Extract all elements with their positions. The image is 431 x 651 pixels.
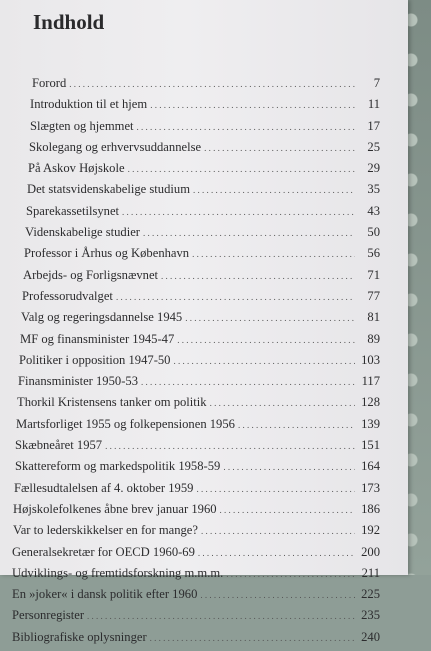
toc-entry bbox=[12, 523, 380, 544]
dot-leader bbox=[223, 459, 355, 474]
dot-leader bbox=[185, 310, 355, 325]
dot-leader bbox=[177, 332, 355, 347]
toc-entry-title: Arbejds- og Forligsnævnet bbox=[23, 267, 159, 282]
toc-entry-title: Generalsekretær for OECD 1960-69 bbox=[12, 544, 195, 559]
dot-leader bbox=[193, 182, 355, 197]
toc-entry-title: Politiker i opposition 1947-50 bbox=[19, 352, 171, 367]
toc-entry-title: Professorudvalget bbox=[22, 288, 113, 303]
toc-entry-page: 25 bbox=[367, 139, 380, 154]
toc-entry bbox=[12, 395, 380, 416]
dot-leader bbox=[196, 481, 355, 496]
table-of-contents bbox=[12, 76, 380, 651]
toc-entry-page: 240 bbox=[361, 629, 380, 644]
toc-entry-title: Professor i Århus og København bbox=[24, 246, 190, 261]
dot-leader bbox=[204, 140, 355, 155]
toc-entry-page: 225 bbox=[361, 587, 380, 602]
toc-entry-title: Højskolefolkenes åbne brev januar 1960 bbox=[13, 501, 217, 516]
dot-leader bbox=[173, 353, 355, 368]
toc-entry-title: Slægten og hjemmet bbox=[30, 118, 134, 133]
dot-leader bbox=[220, 502, 355, 517]
toc-entry bbox=[12, 630, 380, 651]
dot-leader bbox=[128, 161, 355, 176]
toc-entry-page: 17 bbox=[367, 118, 380, 133]
toc-entry bbox=[12, 353, 380, 374]
toc-entry-page: 7 bbox=[373, 76, 380, 90]
toc-entry-title: Skæbneåret 1957 bbox=[15, 438, 103, 453]
toc-entry bbox=[12, 608, 380, 629]
toc-entry-title: Personregister bbox=[12, 608, 85, 623]
toc-entry-page: 151 bbox=[361, 438, 380, 453]
toc-entry bbox=[12, 587, 380, 608]
toc-entry-title: Skolegang og erhvervsuddannelse bbox=[29, 139, 202, 154]
toc-entry-page: 29 bbox=[367, 161, 380, 176]
toc-entry bbox=[12, 310, 380, 331]
toc-entry-page: 235 bbox=[361, 608, 380, 623]
toc-entry bbox=[12, 246, 380, 267]
toc-entry-title: Thorkil Kristensens tanker om politik bbox=[17, 395, 207, 410]
toc-entry-page: 56 bbox=[367, 246, 380, 261]
dot-leader bbox=[200, 587, 355, 602]
toc-entry-title: Var to lederskikkelser en for mange? bbox=[13, 523, 198, 538]
toc-entry bbox=[12, 374, 380, 395]
toc-entry-title: Finansminister 1950-53 bbox=[18, 374, 138, 389]
toc-entry bbox=[12, 119, 380, 140]
dot-leader bbox=[116, 289, 355, 304]
toc-entry-title: Introduktion til et hjem bbox=[30, 97, 148, 112]
toc-entry-page: 89 bbox=[367, 331, 380, 346]
toc-entry-page: 164 bbox=[361, 459, 380, 474]
toc-entry-page: 128 bbox=[361, 395, 380, 410]
toc-entry-page: 186 bbox=[361, 501, 380, 516]
dot-leader bbox=[226, 566, 355, 581]
dot-leader bbox=[87, 608, 355, 623]
toc-entry-page: 139 bbox=[361, 416, 380, 431]
dot-leader bbox=[201, 523, 355, 538]
toc-entry-title: Videnskabelige studier bbox=[25, 225, 141, 240]
toc-entry-page: 77 bbox=[367, 288, 380, 303]
toc-entry-title: På Askov Højskole bbox=[28, 161, 125, 176]
dot-leader bbox=[137, 119, 355, 134]
toc-entry-page: 43 bbox=[367, 203, 380, 218]
toc-entry bbox=[12, 268, 380, 289]
toc-entry-title: Bibliografiske oplysninger bbox=[12, 629, 147, 644]
toc-entry bbox=[12, 161, 380, 182]
toc-entry-page: 50 bbox=[367, 225, 380, 240]
toc-entry-title: MF og finansminister 1945-47 bbox=[20, 331, 175, 346]
toc-entry bbox=[12, 481, 380, 502]
toc-entry-page: 117 bbox=[361, 374, 380, 389]
toc-entry bbox=[12, 204, 380, 225]
toc-entry-page: 81 bbox=[367, 310, 380, 325]
toc-entry-title: Forord bbox=[32, 76, 67, 90]
toc-entry bbox=[12, 438, 380, 459]
toc-entry bbox=[12, 97, 380, 118]
toc-entry-title: Fællesudtalelsen af 4. oktober 1959 bbox=[14, 480, 194, 495]
toc-entry-title: Udviklings- og fremtidsforskning m.m.m. bbox=[12, 565, 224, 580]
toc-entry bbox=[12, 182, 380, 203]
toc-entry bbox=[12, 140, 380, 161]
dot-leader bbox=[150, 97, 355, 112]
dot-leader bbox=[210, 395, 355, 410]
page-title: Indhold bbox=[33, 10, 105, 34]
toc-entry-title: Det statsvidenskabelige studium bbox=[27, 182, 190, 197]
dot-leader bbox=[198, 545, 355, 560]
toc-entry bbox=[12, 502, 380, 523]
toc-entry-page: 192 bbox=[361, 523, 380, 538]
toc-entry-title: Skattereform og markedspolitik 1958-59 bbox=[15, 459, 221, 474]
dot-leader bbox=[161, 268, 355, 283]
toc-entry-page: 173 bbox=[361, 480, 380, 495]
toc-entry-title: Valg og regeringsdannelse 1945 bbox=[21, 310, 183, 325]
toc-entry-title: Martsforliget 1955 og folkepensionen 1956 bbox=[16, 416, 235, 431]
toc-entry-page: 11 bbox=[367, 97, 380, 112]
dot-leader bbox=[122, 204, 355, 219]
toc-entry bbox=[12, 76, 380, 97]
toc-entry-page: 211 bbox=[361, 565, 380, 580]
toc-entry-title: En »joker« i dansk politik efter 1960 bbox=[12, 587, 198, 602]
toc-entry bbox=[12, 225, 380, 246]
dot-leader bbox=[141, 374, 355, 389]
dot-leader bbox=[150, 630, 355, 645]
toc-entry-page: 71 bbox=[367, 267, 380, 282]
toc-entry-page: 35 bbox=[367, 182, 380, 197]
toc-entry bbox=[12, 417, 380, 438]
toc-entry bbox=[12, 332, 380, 353]
toc-entry-page: 200 bbox=[361, 544, 380, 559]
dot-leader bbox=[192, 246, 355, 261]
toc-entry bbox=[12, 566, 380, 587]
dot-leader bbox=[238, 417, 355, 432]
toc-entry-page: 103 bbox=[361, 352, 380, 367]
toc-entry-title: Sparekassetilsynet bbox=[26, 203, 120, 218]
dot-leader bbox=[143, 225, 355, 240]
toc-entry bbox=[12, 459, 380, 480]
toc-entry bbox=[12, 545, 380, 566]
toc-entry bbox=[12, 289, 380, 310]
dot-leader bbox=[69, 76, 355, 91]
dot-leader bbox=[105, 438, 355, 453]
